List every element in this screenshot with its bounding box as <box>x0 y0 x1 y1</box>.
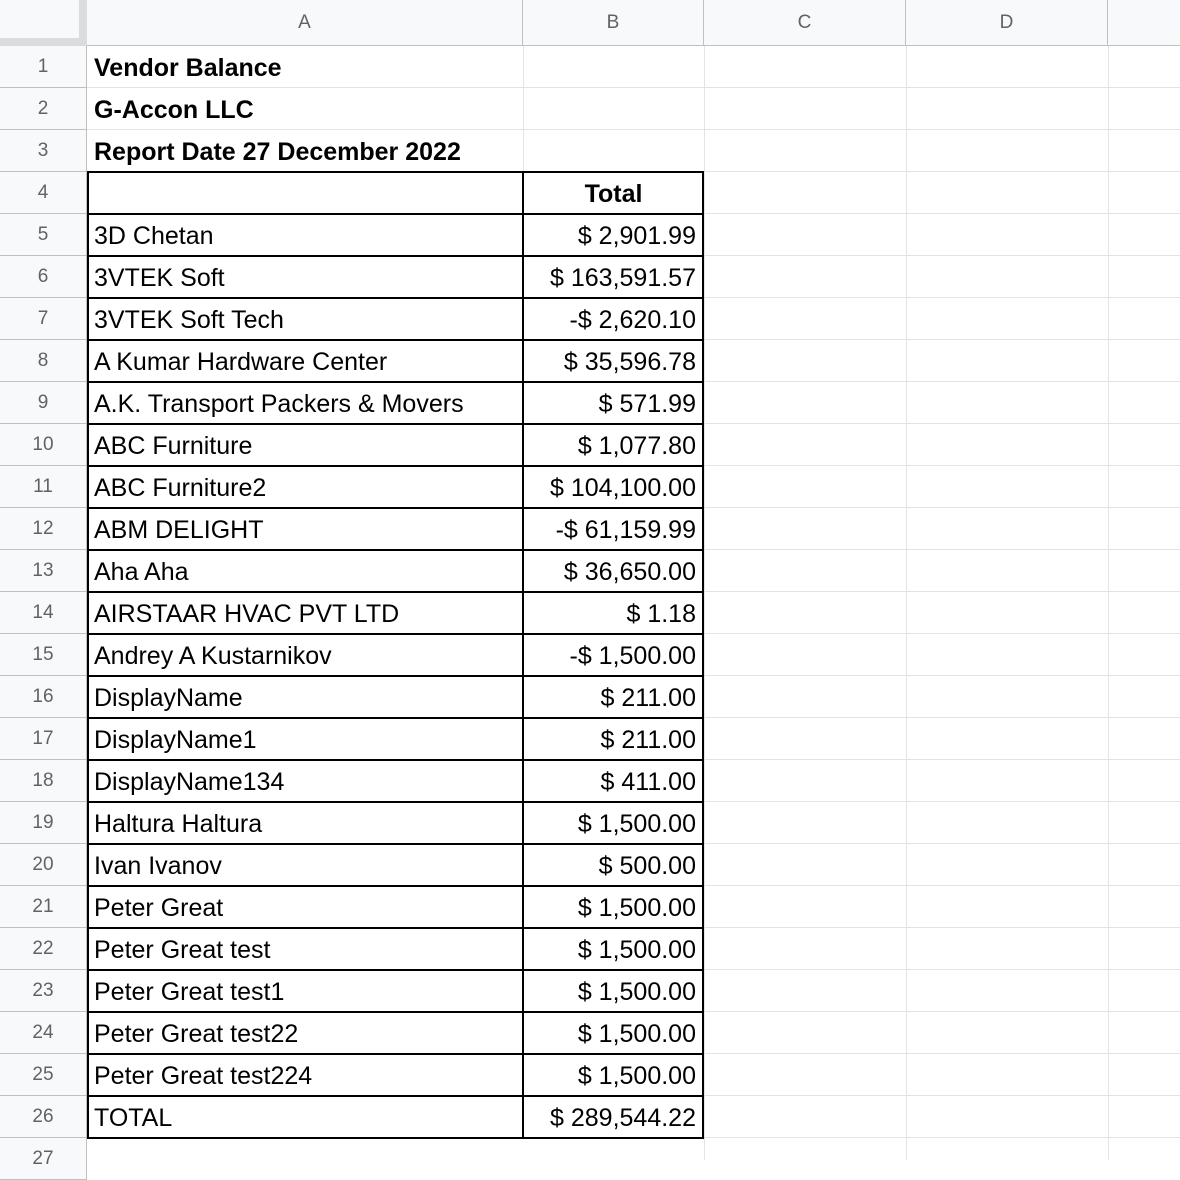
gridline <box>704 675 1180 676</box>
vendor-total-cell[interactable]: $ 289,544.22 <box>550 1103 696 1132</box>
gridline <box>704 1053 1180 1054</box>
row-header-7[interactable]: 7 <box>0 298 87 340</box>
gridline <box>704 885 1180 886</box>
vendor-name-cell[interactable]: TOTAL <box>94 1103 173 1132</box>
column-header-e[interactable] <box>1108 0 1180 46</box>
vendor-name-cell[interactable]: Peter Great test224 <box>94 1061 313 1090</box>
gridline <box>87 87 1180 88</box>
gridline <box>704 969 1180 970</box>
gridline <box>704 213 1180 214</box>
table-border <box>87 171 704 173</box>
vendor-total-cell[interactable]: $ 1,500.00 <box>577 1061 696 1090</box>
gridline <box>704 297 1180 298</box>
gridline <box>704 339 1180 340</box>
vendor-name-cell[interactable]: ABC Furniture2 <box>94 473 267 502</box>
gridline <box>704 927 1180 928</box>
vendor-name-cell[interactable]: DisplayName134 <box>94 767 285 796</box>
row-header-18[interactable]: 18 <box>0 760 87 802</box>
row-header-21[interactable]: 21 <box>0 886 87 928</box>
vendor-name-cell[interactable]: A Kumar Hardware Center <box>94 347 388 376</box>
row-header-1[interactable]: 1 <box>0 46 87 88</box>
gridline <box>704 255 1180 256</box>
vendor-name-cell[interactable]: Andrey A Kustarnikov <box>94 641 332 670</box>
vendor-name-cell[interactable]: A.K. Transport Packers & Movers <box>94 389 464 418</box>
vendor-name-cell[interactable]: AIRSTAAR HVAC PVT LTD <box>94 599 400 628</box>
vendor-name-cell[interactable]: 3VTEK Soft <box>94 263 225 292</box>
gridline <box>704 465 1180 466</box>
vendor-name-cell[interactable]: ABC Furniture <box>94 431 253 460</box>
vendor-total-cell[interactable]: $ 1,077.80 <box>577 431 696 460</box>
row-header-6[interactable]: 6 <box>0 256 87 298</box>
vendor-total-cell[interactable]: $ 500.00 <box>598 851 696 880</box>
vendor-total-cell[interactable]: $ 1.18 <box>626 599 696 628</box>
row-header-8[interactable]: 8 <box>0 340 87 382</box>
gridline <box>704 1095 1180 1096</box>
row-header-16[interactable]: 16 <box>0 676 87 718</box>
cell-a3-report-date[interactable]: Report Date 27 December 2022 <box>94 137 461 166</box>
vendor-total-cell[interactable]: -$ 2,620.10 <box>569 305 696 334</box>
gridline <box>523 46 524 172</box>
cell-a2-company[interactable]: G-Accon LLC <box>94 95 254 124</box>
vendor-total-cell[interactable]: $ 35,596.78 <box>563 347 696 376</box>
vendor-name-cell[interactable]: Aha Aha <box>94 557 189 586</box>
vendor-total-cell[interactable]: $ 2,901.99 <box>577 221 696 250</box>
vendor-name-cell[interactable]: Peter Great <box>94 893 224 922</box>
gridline <box>704 507 1180 508</box>
column-header-d[interactable]: D <box>906 0 1108 46</box>
vendor-total-cell[interactable]: $ 1,500.00 <box>577 977 696 1006</box>
vendor-name-cell[interactable]: ABM DELIGHT <box>94 515 264 544</box>
vendor-total-cell[interactable]: $ 36,650.00 <box>563 557 696 586</box>
gridline <box>704 843 1180 844</box>
gridline <box>704 549 1180 550</box>
row-header-25[interactable]: 25 <box>0 1054 87 1096</box>
vendor-name-cell[interactable]: Haltura Haltura <box>94 809 263 838</box>
vendor-total-cell[interactable]: -$ 1,500.00 <box>569 641 696 670</box>
vendor-total-cell[interactable]: -$ 61,159.99 <box>555 515 696 544</box>
vendor-total-cell[interactable]: $ 104,100.00 <box>550 473 696 502</box>
vendor-total-cell[interactable]: $ 1,500.00 <box>577 893 696 922</box>
vendor-name-cell[interactable]: Peter Great test22 <box>94 1019 299 1048</box>
column-header-a[interactable]: A <box>87 0 523 46</box>
vendor-name-cell[interactable]: 3VTEK Soft Tech <box>94 305 284 334</box>
row-header-9[interactable]: 9 <box>0 382 87 424</box>
row-header-5[interactable]: 5 <box>0 214 87 256</box>
row-header-3[interactable]: 3 <box>0 130 87 172</box>
column-header-c[interactable]: C <box>704 0 906 46</box>
frozen-row-handle[interactable] <box>0 38 87 46</box>
vendor-total-cell[interactable]: $ 1,500.00 <box>577 809 696 838</box>
row-header-17[interactable]: 17 <box>0 718 87 760</box>
gridline <box>704 1011 1180 1012</box>
row-header-2[interactable]: 2 <box>0 88 87 130</box>
vendor-total-cell[interactable]: $ 571.99 <box>598 389 696 418</box>
row-header-15[interactable]: 15 <box>0 634 87 676</box>
vendor-name-cell[interactable]: Peter Great test1 <box>94 977 285 1006</box>
vendor-name-cell[interactable]: 3D Chetan <box>94 221 214 250</box>
vendor-name-cell[interactable]: Peter Great test <box>94 935 271 964</box>
vendor-total-cell[interactable]: $ 1,500.00 <box>577 935 696 964</box>
row-header-22[interactable]: 22 <box>0 928 87 970</box>
cell-a1-report-title[interactable]: Vendor Balance <box>94 53 282 82</box>
row-header-24[interactable]: 24 <box>0 1012 87 1054</box>
gridline <box>704 1137 1180 1138</box>
row-header-13[interactable]: 13 <box>0 550 87 592</box>
gridline <box>704 633 1180 634</box>
vendor-total-cell[interactable]: $ 1,500.00 <box>577 1019 696 1048</box>
gridline <box>704 423 1180 424</box>
vendor-total-cell[interactable]: $ 411.00 <box>600 767 696 796</box>
vendor-total-cell[interactable]: $ 211.00 <box>600 725 696 754</box>
row-header-23[interactable]: 23 <box>0 970 87 1012</box>
gridline <box>704 381 1180 382</box>
column-header-b[interactable]: B <box>523 0 704 46</box>
cell-b4-total-header[interactable]: Total <box>584 179 643 208</box>
vendor-total-cell[interactable]: $ 211.00 <box>600 683 696 712</box>
gridline <box>704 801 1180 802</box>
row-header-20[interactable]: 20 <box>0 844 87 886</box>
gridline <box>704 759 1180 760</box>
vendor-name-cell[interactable]: DisplayName <box>94 683 243 712</box>
row-header-4[interactable]: 4 <box>0 172 87 214</box>
vendor-total-cell[interactable]: $ 163,591.57 <box>550 263 696 292</box>
row-header-12[interactable]: 12 <box>0 508 87 550</box>
row-header-11[interactable]: 11 <box>0 466 87 508</box>
row-header-27[interactable]: 27 <box>0 1138 87 1180</box>
row-header-26[interactable]: 26 <box>0 1096 87 1138</box>
row-header-19[interactable]: 19 <box>0 802 87 844</box>
row-header-14[interactable]: 14 <box>0 592 87 634</box>
gridline <box>704 591 1180 592</box>
gridline <box>704 717 1180 718</box>
vendor-name-cell[interactable]: Ivan Ivanov <box>94 851 222 880</box>
vendor-name-cell[interactable]: DisplayName1 <box>94 725 257 754</box>
row-header-10[interactable]: 10 <box>0 424 87 466</box>
gridline <box>87 129 1180 130</box>
